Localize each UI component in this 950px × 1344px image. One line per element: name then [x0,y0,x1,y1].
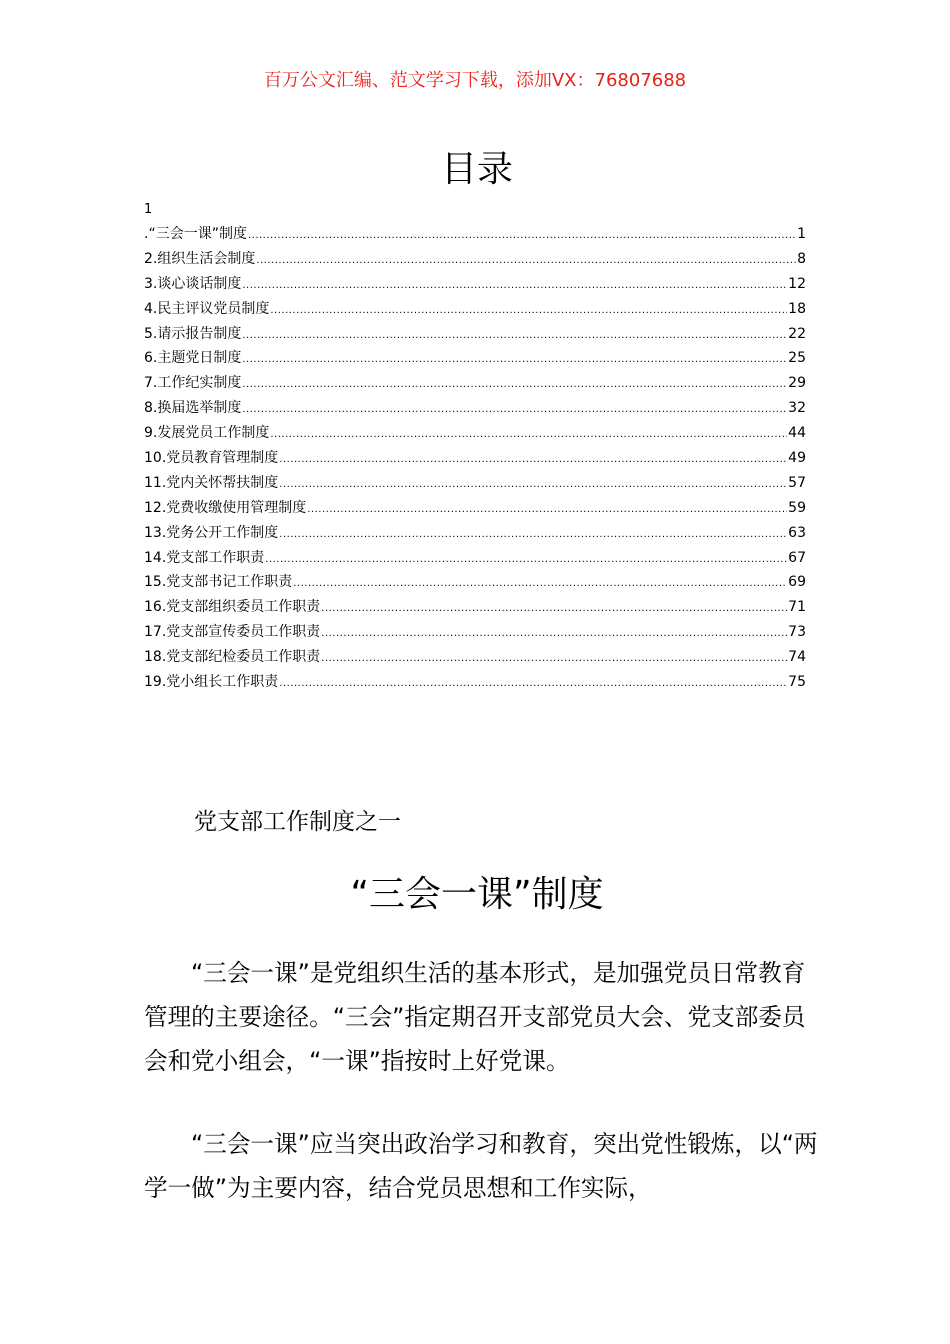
section-kicker: 党支部工作制度之一 [194,809,401,835]
toc-entry-label: 8.换届选举制度 [144,400,242,417]
toc-entry-page: 69 [788,574,806,591]
toc-entry[interactable] [144,346,806,371]
toc-entry-page: 49 [788,450,806,467]
toc-entry-label: .“三会一课”制度 [144,226,247,242]
toc-entry-label: 12.党费收缴使用管理制度 [144,499,307,516]
toc-entry-label: 13.党务公开工作制度 [144,524,279,541]
toc-entry[interactable] [144,371,806,396]
toc-leader-dots [256,249,796,274]
toc-entry-label: 3.谈心谈话制度 [144,275,242,292]
toc-entry-label: 4.民主评议党员制度 [144,300,270,317]
toc-entry-page: 63 [788,524,806,541]
toc-entry-label: 19.党小组长工作职责 [144,674,279,691]
body-paragraph: “三会一课”应当突出政治学习和教育，突出党性锻炼，以“两学一做”为主要内容，结合党员思想和工作实际， [144,1130,818,1202]
toc-entry-label: 2.组织生活会制度 [144,250,256,267]
toc-entry[interactable] [144,570,806,595]
toc-leader-dots [321,622,787,647]
toc-entry-page: 74 [788,649,806,666]
toc-entry[interactable] [144,396,806,421]
toc-entry-label: 18.党支部纪检委员工作职责 [144,649,321,666]
toc-leader-dots [321,647,787,672]
toc-entry[interactable] [144,222,806,247]
toc-entry-page: 57 [788,474,806,491]
toc-entry[interactable] [144,471,806,496]
toc-leader-dots [279,523,787,548]
toc-leader-dots [279,448,787,473]
toc-leader-dots [248,224,796,249]
toc-entry-label: 9.发展党员工作制度 [144,425,270,442]
toc-entry-label: 10.党员教育管理制度 [144,450,279,467]
toc-entry[interactable] [144,546,806,571]
toc-entry[interactable] [144,247,806,272]
toc-entry-label: 7.工作纪实制度 [144,375,242,392]
toc-entry-page: 8 [797,250,806,267]
table-of-contents [144,222,806,695]
toc-entry-label: 17.党支部宣传委员工作职责 [144,624,321,641]
toc-leader-dots [265,548,787,573]
toc-entry[interactable] [144,670,806,695]
toc-entry-page: 12 [788,275,806,292]
toc-leader-dots [242,348,787,373]
toc-entry-page: 73 [788,624,806,641]
toc-entry-label: 15.党支部书记工作职责 [144,574,293,591]
toc-entry-label: 5.请示报告制度 [144,325,242,342]
toc-entry-page: 1 [797,226,806,242]
toc-leader-dots [242,324,787,349]
toc-stray-number: 1 [144,202,153,217]
body-paragraph: “三会一课”是党组织生活的基本形式，是加强党员日常教育管理的主要途径。“三会”指定期召开支部党员大会、党支部委员会和党小组会，“一课”指按时上好党课。 [144,959,806,1075]
toc-leader-dots [270,299,787,324]
header-note: 百万公文汇编、范文学习下载，添加VX：76807688 [263,70,687,91]
toc-entry[interactable] [144,496,806,521]
toc-leader-dots [242,373,787,398]
toc-leader-dots [321,597,787,622]
toc-entry-page: 32 [788,400,806,417]
toc-leader-dots [279,672,787,697]
toc-entry[interactable] [144,645,806,670]
toc-entry-page: 25 [788,350,806,367]
toc-entry-label: 16.党支部组织委员工作职责 [144,599,321,616]
toc-leader-dots [279,473,787,498]
toc-entry[interactable] [144,446,806,471]
toc-leader-dots [242,398,787,423]
toc-entry[interactable] [144,322,806,347]
toc-entry[interactable] [144,272,806,297]
toc-entry-page: 67 [788,549,806,566]
toc-entry[interactable] [144,521,806,546]
toc-entry-page: 22 [788,325,806,342]
toc-leader-dots [307,498,787,523]
toc-entry[interactable] [144,620,806,645]
toc-leader-dots [270,423,787,448]
toc-entry[interactable] [144,421,806,446]
toc-entry-label: 6.主题党日制度 [144,350,242,367]
toc-entry-page: 75 [788,674,806,691]
section-title: “三会一课”制度 [350,874,604,915]
toc-entry[interactable] [144,595,806,620]
toc-entry[interactable] [144,297,806,322]
toc-leader-dots [293,572,787,597]
toc-entry-label: 11.党内关怀帮扶制度 [144,474,279,491]
toc-title: 目录 [440,149,513,190]
toc-entry-page: 71 [788,599,806,616]
toc-leader-dots [242,274,787,299]
toc-entry-page: 18 [788,300,806,317]
toc-entry-page: 59 [788,499,806,516]
toc-entry-page: 44 [788,425,806,442]
toc-entry-page: 29 [788,375,806,392]
toc-entry-label: 14.党支部工作职责 [144,549,265,566]
